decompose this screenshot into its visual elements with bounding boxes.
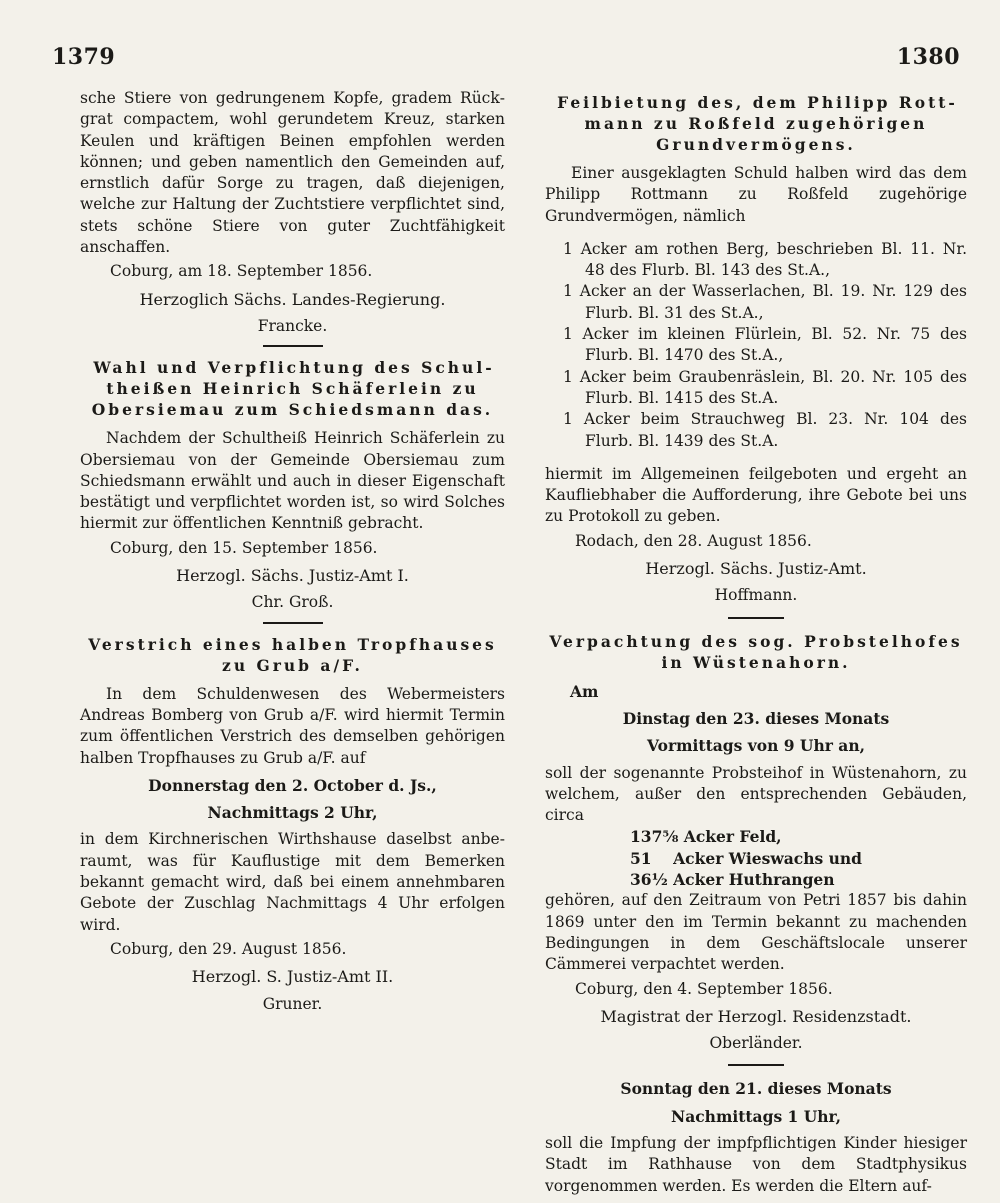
feilbietung-signature: Hoffmann. bbox=[714, 586, 798, 605]
verpachtung-heading: Verpachtung des sog. Probstelhofes in Wüstenahorn. bbox=[549, 631, 963, 672]
stiere-signature: Francke. bbox=[257, 316, 328, 335]
verpachtung-qty2: 51 Acker Wieswachs und bbox=[630, 848, 862, 868]
feilbietung-place-date: Rodach, den 28. August 1856. bbox=[575, 531, 812, 550]
wahl-place-date: Coburg, den 15. September 1856. bbox=[110, 538, 378, 557]
section-divider bbox=[728, 1064, 784, 1066]
list-item: 1 Acker beim Graubenräslein, Bl. 20. Nr. 105 des Flurb. Bl. 1415 des St.A. bbox=[563, 367, 967, 407]
list-item: 1 Acker an der Wasserlachen, Bl. 19. Nr. 129 des Flurb. Bl. 31 des St.A., bbox=[563, 282, 967, 322]
section-divider bbox=[263, 622, 323, 624]
verpachtung-text2: gehören, auf den Zeitraum von Petri 1857 bis dahin 1869 unter den im Termin bekannt zu machenden Bedingungen in dem Geschäftslocale unserer Cämmerei verpachtet werden. bbox=[545, 891, 967, 974]
verstrich-date-line1: Donnerstag den 2. October d. Js., bbox=[148, 775, 437, 795]
verstrich-place-date: Coburg, den 29. August 1856. bbox=[110, 939, 347, 958]
verstrich-authority: Herzogl. S. Justiz-Amt II. bbox=[191, 967, 394, 987]
wahl-text: Nachdem der Schultheiß Heinrich Schäferlein zu Obersiemau von der Gemeinde Obersiemau zum Schiedsmann erwählt und auch in dieser Eigenschaft bestätigt und verpflichtet worden ist, so wird Solches hiermit zur öffentlichen Kenntniß gebracht. bbox=[80, 429, 505, 533]
verstrich-text2: in dem Kirchnerischen Wirthshause daselbst anberaumt, was für Kauflustige mit dem Bemerken bekannt gemacht wird, daß bei einem annehmbaren Gebote der Zuschlag Nachmittags 4 Uhr erfolgen wird. bbox=[80, 830, 505, 934]
wahl-signature: Chr. Groß. bbox=[251, 593, 334, 612]
feilbietung-heading: Feilbietung des, dem Philipp Rottmann zu Roßfeld zugehörigen Grundvermögens. bbox=[557, 93, 955, 154]
page-number-left: 1379 bbox=[52, 44, 116, 70]
feilbietung-authority: Herzogl. Sächs. Justiz-Amt. bbox=[645, 559, 867, 579]
right-column bbox=[545, 88, 967, 1197]
stiere-place-date: Coburg, am 18. September 1856. bbox=[110, 262, 373, 281]
verpachtung-qty3: 36½ Acker Huthrangen bbox=[630, 870, 835, 890]
feilbietung-text2: hiermit im Allgemeinen feilgeboten und ergeht an Kaufliebhaber die Aufforderung, ihre Gebote bei uns zu Protokoll zu geben. bbox=[545, 464, 967, 526]
list-item: 1 Acker im kleinen Flürlein, Bl. 52. Nr. 75 des Flurb. Bl. 1470 des St.A., bbox=[563, 325, 967, 365]
stiere-text: sche Stiere von gedrungenem Kopfe, gradem Rückgrat compactem, wohl gerundetem Kreuz, starken Keulen und kräftigen Beinen empfohlen werden können; und geben namentlich den Gemeinden auf, ernstlich dafür Sorge zu tragen, daß diejenigen, welche zur Haltung der Zuchtstiere verpflichtet sind, stets schöne Stiere von guter Zuchtfähigkeit anschaffen. bbox=[80, 89, 505, 257]
left-column bbox=[80, 88, 505, 1021]
list-item: 1 Acker beim Strauchweg Bl. 23. Nr. 104 des Flurb. Bl. 1439 des St.A. bbox=[563, 410, 967, 450]
verstrich-signature: Gruner. bbox=[262, 994, 323, 1013]
verpachtung-authority: Magistrat der Herzogl. Residenzstadt. bbox=[600, 1006, 912, 1026]
verpachtung-am: Am bbox=[570, 681, 599, 701]
verstrich-date-line2: Nachmittags 2 Uhr, bbox=[207, 803, 378, 823]
feilbietung-intro: Einer ausgeklagten Schuld halben wird das dem Philipp Rottmann zu Roßfeld zugehörige Grundvermögen, nämlich bbox=[545, 164, 967, 225]
impfung-text: soll die Impfung der impfpflichtigen Kinder hiesiger Stadt im Rathhause von dem Stadtphysikus vorgenommen werden. Es werden die Eltern auf- bbox=[545, 1133, 967, 1195]
verpachtung-text: soll der sogenannte Probsteihof in Wüstenahorn, zu welchem, außer den entsprechenden Gebäuden, circa bbox=[545, 763, 967, 825]
section-divider bbox=[728, 617, 784, 619]
impfung-date-line1: Sonntag den 21. dieses Monats bbox=[620, 1079, 892, 1099]
impfung-date-line2: Nachmittags 1 Uhr, bbox=[671, 1106, 841, 1126]
wahl-authority: Herzogl. Sächs. Justiz-Amt I. bbox=[176, 566, 409, 586]
verpachtung-date-line1: Dinstag den 23. dieses Monats bbox=[622, 708, 890, 728]
verpachtung-signature: Oberländer. bbox=[709, 1034, 803, 1053]
verpachtung-place-date: Coburg, den 4. September 1856. bbox=[575, 979, 833, 998]
stiere-authority: Herzoglich Sächs. Landes-Regierung. bbox=[139, 289, 446, 309]
section-divider bbox=[263, 345, 323, 347]
list-item: 1 Acker am rothen Berg, beschrieben Bl. 11. Nr. 48 des Flurb. Bl. 143 des St.A., bbox=[563, 239, 967, 280]
verstrich-text: In dem Schuldenwesen des Webermeisters Andreas Bomberg von Grub a/F. wird hiermit Termin zum öffentlichen Verstrich des demselben gehörigen halben Tropfhauses zu Grub a/F. auf bbox=[80, 684, 505, 767]
page-number-right: 1380 bbox=[896, 44, 960, 70]
verpachtung-qty1: 137⅝ Acker Feld, bbox=[630, 827, 782, 847]
verstrich-heading: Verstrich eines halben Tropfhauses zu Grub a/F. bbox=[88, 634, 497, 675]
verpachtung-date-line2: Vormittags von 9 Uhr an, bbox=[647, 736, 865, 756]
wahl-heading: Wahl und Verpflichtung des Schultheißen Heinrich Schäferlein zu Obersiemau zum Schiedsmann das. bbox=[91, 358, 494, 420]
